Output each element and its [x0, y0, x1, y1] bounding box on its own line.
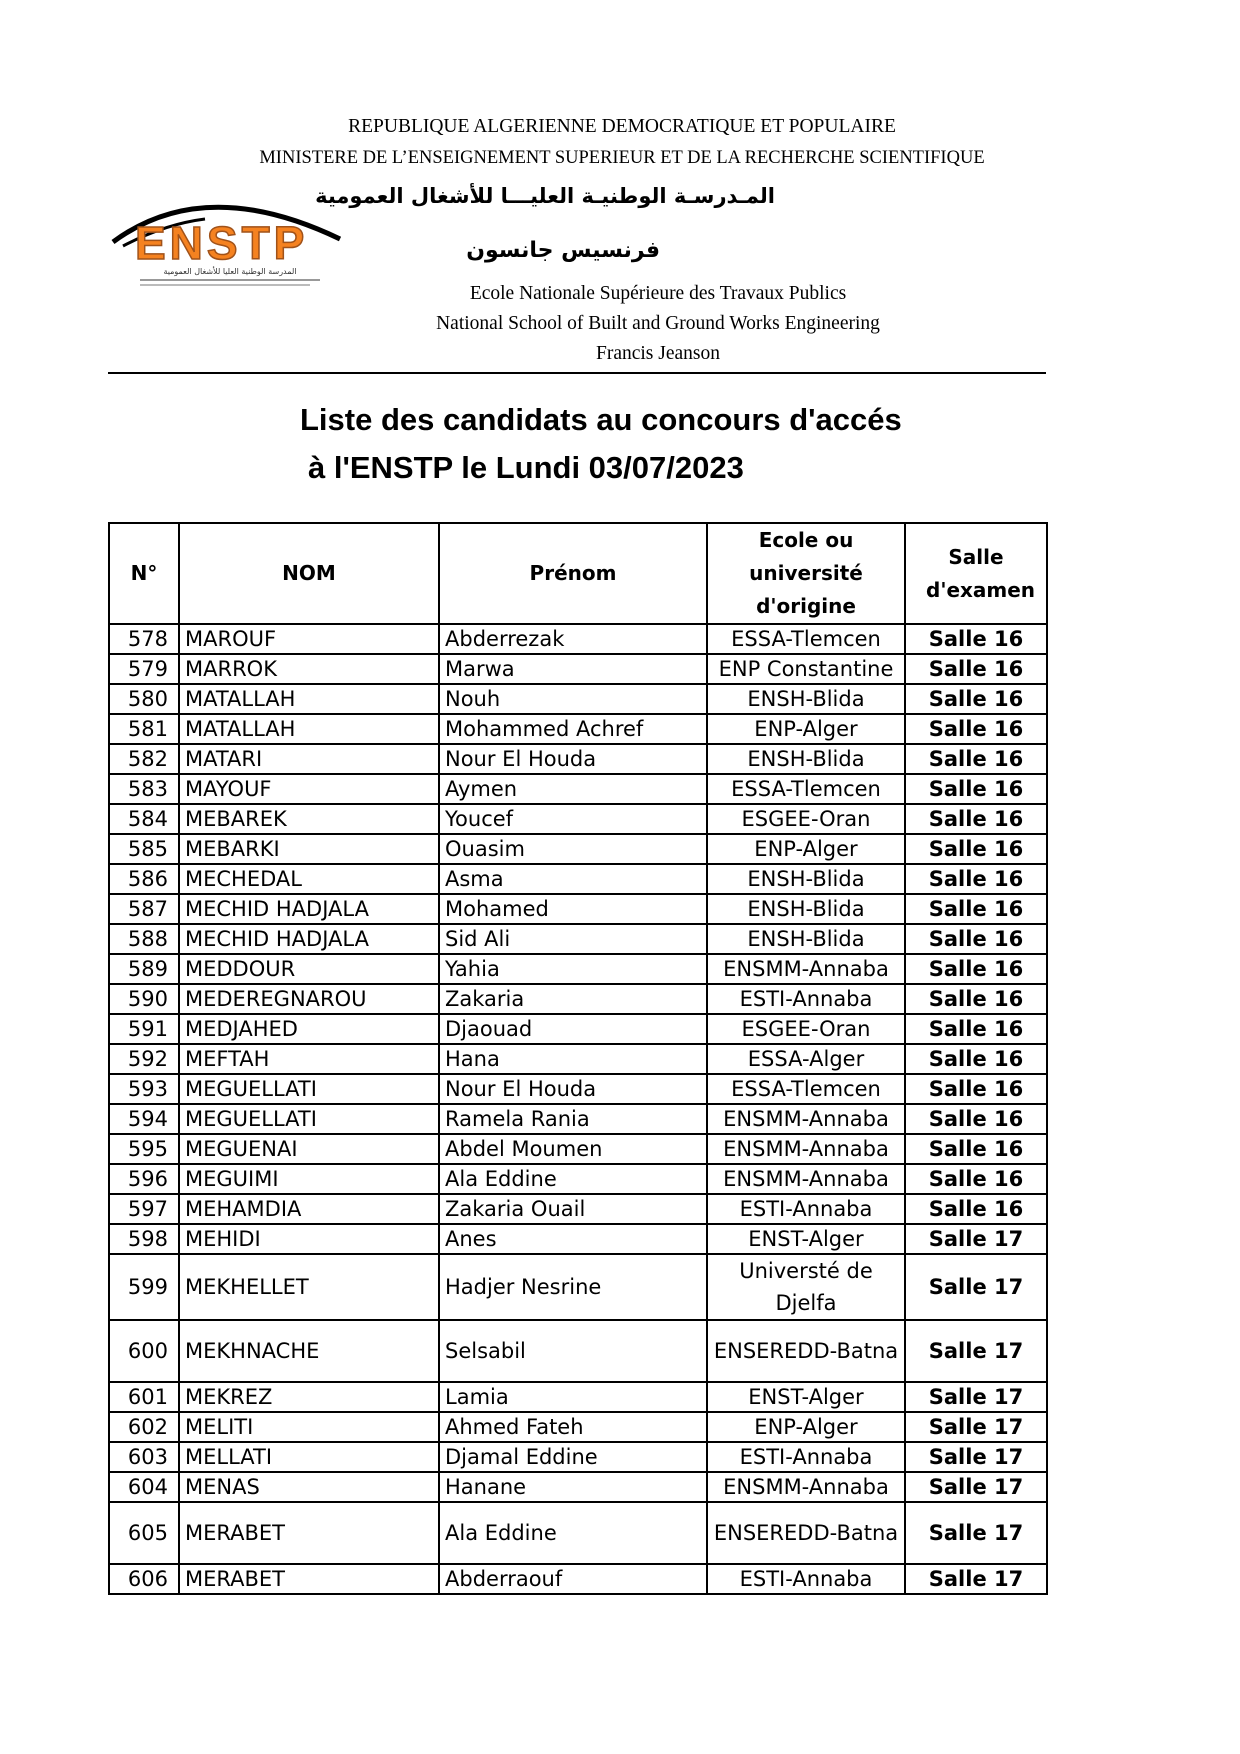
cell-num: 599	[109, 1254, 179, 1320]
cell-prenom: Ahmed Fateh	[439, 1412, 707, 1442]
cell-nom: MECHID HADJALA	[179, 924, 439, 954]
cell-ecole: ENSMM-Annaba	[707, 1472, 905, 1502]
cell-num: 591	[109, 1014, 179, 1044]
candidates-table	[108, 522, 1048, 1595]
cell-num: 598	[109, 1224, 179, 1254]
cell-prenom: Djaouad	[439, 1014, 707, 1044]
table-row	[109, 714, 1047, 744]
cell-nom: MEFTAH	[179, 1044, 439, 1074]
cell-nom: MECHID HADJALA	[179, 894, 439, 924]
cell-ecole: ENSMM-Annaba	[707, 1134, 905, 1164]
cell-prenom: Zakaria Ouail	[439, 1194, 707, 1224]
cell-salle: Salle 17	[905, 1382, 1047, 1412]
cell-num: 586	[109, 864, 179, 894]
document-title-line1: Liste des candidats au concours d'accés	[300, 402, 902, 437]
table-row	[109, 1074, 1047, 1104]
cell-salle: Salle 16	[905, 1194, 1047, 1224]
table-row	[109, 1224, 1047, 1254]
cell-nom: MEKREZ	[179, 1382, 439, 1412]
table-row	[109, 774, 1047, 804]
cell-salle: Salle 17	[905, 1502, 1047, 1564]
table-row	[109, 1382, 1047, 1412]
enstp-logo	[105, 184, 355, 294]
cell-nom: MAROUF	[179, 624, 439, 654]
table-row	[109, 1044, 1047, 1074]
cell-salle: Salle 16	[905, 1164, 1047, 1194]
table-row	[109, 1134, 1047, 1164]
cell-num: 605	[109, 1502, 179, 1564]
cell-salle: Salle 17	[905, 1320, 1047, 1382]
cell-salle: Salle 16	[905, 954, 1047, 984]
enstp-logo-graphic	[105, 184, 355, 294]
cell-nom: MEDEREGNAROU	[179, 984, 439, 1014]
cell-ecole: ENSEREDD-Batna	[707, 1320, 905, 1382]
cell-salle: Salle 16	[905, 624, 1047, 654]
cell-num: 603	[109, 1442, 179, 1472]
header-salle: Salle d'examen	[905, 523, 1047, 624]
cell-nom: MEKHELLET	[179, 1254, 439, 1320]
cell-nom: MEHIDI	[179, 1224, 439, 1254]
cell-ecole: ENP-Alger	[707, 1412, 905, 1442]
cell-num: 579	[109, 654, 179, 684]
cell-prenom: Selsabil	[439, 1320, 707, 1382]
cell-nom: MEKHNACHE	[179, 1320, 439, 1382]
cell-ecole: ENSH-Blida	[707, 744, 905, 774]
cell-ecole: ENP-Alger	[707, 834, 905, 864]
cell-prenom: Nour El Houda	[439, 744, 707, 774]
header-nom: NOM	[179, 523, 439, 624]
cell-num: 585	[109, 834, 179, 864]
cell-num: 592	[109, 1044, 179, 1074]
ministry-heading: MINISTERE DE L’ENSEIGNEMENT SUPERIEUR ET DE LA RECHERCHE SCIENTIFIQUE	[259, 148, 985, 168]
cell-ecole: ESTI-Annaba	[707, 1564, 905, 1594]
table-row	[109, 1254, 1047, 1320]
cell-salle: Salle 16	[905, 1104, 1047, 1134]
table-row	[109, 804, 1047, 834]
table-row	[109, 1164, 1047, 1194]
cell-prenom: Nouh	[439, 684, 707, 714]
logo-arabic-caption: المدرسة الوطنية العليا للأشغال العمومية	[163, 267, 297, 276]
cell-salle: Salle 16	[905, 1044, 1047, 1074]
cell-ecole: ENSH-Blida	[707, 894, 905, 924]
cell-ecole: ESSA-Tlemcen	[707, 774, 905, 804]
table-header-row	[109, 523, 1047, 624]
cell-salle: Salle 16	[905, 804, 1047, 834]
cell-prenom: Abderrezak	[439, 624, 707, 654]
cell-ecole: ENSMM-Annaba	[707, 954, 905, 984]
cell-num: 596	[109, 1164, 179, 1194]
cell-prenom: Djamal Eddine	[439, 1442, 707, 1472]
cell-num: 595	[109, 1134, 179, 1164]
cell-ecole: ENSMM-Annaba	[707, 1164, 905, 1194]
cell-num: 601	[109, 1382, 179, 1412]
table-row	[109, 1564, 1047, 1594]
cell-num: 581	[109, 714, 179, 744]
cell-nom: MEDDOUR	[179, 954, 439, 984]
cell-num: 578	[109, 624, 179, 654]
table-row	[109, 1472, 1047, 1502]
cell-ecole: ENST-Alger	[707, 1224, 905, 1254]
cell-ecole: ENSH-Blida	[707, 864, 905, 894]
cell-nom: MECHEDAL	[179, 864, 439, 894]
cell-ecole: ESTI-Annaba	[707, 1442, 905, 1472]
cell-num: 590	[109, 984, 179, 1014]
table-row	[109, 924, 1047, 954]
header-ecole: Ecole ou université d'origine	[707, 523, 905, 624]
cell-nom: MATARI	[179, 744, 439, 774]
cell-prenom: Marwa	[439, 654, 707, 684]
cell-salle: Salle 17	[905, 1224, 1047, 1254]
logo-wordmark: ENSTP	[135, 217, 309, 269]
cell-nom: MEBAREK	[179, 804, 439, 834]
cell-prenom: Anes	[439, 1224, 707, 1254]
cell-ecole: ENP-Alger	[707, 714, 905, 744]
cell-prenom: Abdel Moumen	[439, 1134, 707, 1164]
cell-salle: Salle 16	[905, 1134, 1047, 1164]
table-row	[109, 894, 1047, 924]
cell-prenom: Ala Eddine	[439, 1164, 707, 1194]
cell-ecole: ESSA-Alger	[707, 1044, 905, 1074]
cell-salle: Salle 16	[905, 684, 1047, 714]
school-name-french: Ecole Nationale Supérieure des Travaux Publics	[469, 283, 847, 304]
cell-ecole: ENSH-Blida	[707, 924, 905, 954]
arabic-school-name: المـدرسـة الوطنيـة العليـــا للأشغال العمومية	[315, 184, 775, 208]
cell-salle: Salle 17	[905, 1472, 1047, 1502]
table-row	[109, 984, 1047, 1014]
school-dedication: Francis Jeanson	[595, 343, 721, 364]
cell-num: 583	[109, 774, 179, 804]
cell-nom: MEGUELLATI	[179, 1104, 439, 1134]
table-row	[109, 1412, 1047, 1442]
cell-salle: Salle 16	[905, 894, 1047, 924]
cell-num: 580	[109, 684, 179, 714]
cell-salle: Salle 16	[905, 864, 1047, 894]
table-row	[109, 744, 1047, 774]
cell-prenom: Asma	[439, 864, 707, 894]
cell-ecole: ESTI-Annaba	[707, 1194, 905, 1224]
cell-ecole: ESGEE-Oran	[707, 804, 905, 834]
cell-num: 587	[109, 894, 179, 924]
cell-prenom: Hana	[439, 1044, 707, 1074]
cell-nom: MEGUIMI	[179, 1164, 439, 1194]
cell-num: 606	[109, 1564, 179, 1594]
cell-nom: MEGUELLATI	[179, 1074, 439, 1104]
cell-nom: MERABET	[179, 1502, 439, 1564]
cell-num: 600	[109, 1320, 179, 1382]
table-row	[109, 1442, 1047, 1472]
cell-ecole: ESSA-Tlemcen	[707, 1074, 905, 1104]
cell-salle: Salle 17	[905, 1442, 1047, 1472]
school-name-english: National School of Built and Ground Works Engineering	[436, 313, 880, 334]
cell-prenom: Mohamed	[439, 894, 707, 924]
table-row	[109, 684, 1047, 714]
cell-nom: MELLATI	[179, 1442, 439, 1472]
arabic-dedication-name: فرنسيس جانسون	[466, 238, 660, 263]
cell-prenom: Hadjer Nesrine	[439, 1254, 707, 1320]
cell-salle: Salle 17	[905, 1564, 1047, 1594]
cell-prenom: Youcef	[439, 804, 707, 834]
cell-nom: MATALLAH	[179, 714, 439, 744]
cell-salle: Salle 17	[905, 1254, 1047, 1320]
table-row	[109, 1104, 1047, 1134]
table-row	[109, 1194, 1047, 1224]
cell-ecole: ENST-Alger	[707, 1382, 905, 1412]
cell-num: 597	[109, 1194, 179, 1224]
cell-nom: MEHAMDIA	[179, 1194, 439, 1224]
cell-salle: Salle 16	[905, 924, 1047, 954]
cell-num: 594	[109, 1104, 179, 1134]
cell-prenom: Aymen	[439, 774, 707, 804]
cell-salle: Salle 16	[905, 654, 1047, 684]
cell-num: 582	[109, 744, 179, 774]
cell-nom: MEGUENAI	[179, 1134, 439, 1164]
cell-prenom: Ouasim	[439, 834, 707, 864]
cell-num: 604	[109, 1472, 179, 1502]
cell-num: 593	[109, 1074, 179, 1104]
cell-nom: MATALLAH	[179, 684, 439, 714]
cell-salle: Salle 16	[905, 984, 1047, 1014]
cell-prenom: Sid Ali	[439, 924, 707, 954]
cell-salle: Salle 16	[905, 714, 1047, 744]
cell-num: 584	[109, 804, 179, 834]
table-row	[109, 1014, 1047, 1044]
cell-nom: MAYOUF	[179, 774, 439, 804]
cell-prenom: Hanane	[439, 1472, 707, 1502]
cell-nom: MELITI	[179, 1412, 439, 1442]
table-row	[109, 834, 1047, 864]
table-row	[109, 654, 1047, 684]
cell-num: 602	[109, 1412, 179, 1442]
cell-prenom: Ramela Rania	[439, 1104, 707, 1134]
cell-salle: Salle 16	[905, 1014, 1047, 1044]
cell-salle: Salle 16	[905, 1074, 1047, 1104]
cell-nom: MENAS	[179, 1472, 439, 1502]
cell-ecole: ENSEREDD-Batna	[707, 1502, 905, 1564]
document-title-line2: à l'ENSTP le Lundi 03/07/2023	[308, 450, 744, 485]
table-row	[109, 864, 1047, 894]
table-row	[109, 624, 1047, 654]
cell-prenom: Zakaria	[439, 984, 707, 1014]
cell-nom: MARROK	[179, 654, 439, 684]
cell-salle: Salle 16	[905, 774, 1047, 804]
republic-heading: REPUBLIQUE ALGERIENNE DEMOCRATIQUE ET POPULAIRE	[348, 116, 896, 137]
cell-ecole: ESGEE-Oran	[707, 1014, 905, 1044]
cell-nom: MEBARKI	[179, 834, 439, 864]
table-row	[109, 954, 1047, 984]
cell-ecole: ENSH-Blida	[707, 684, 905, 714]
header-prenom: Prénom	[439, 523, 707, 624]
cell-nom: MEDJAHED	[179, 1014, 439, 1044]
cell-prenom: Abderraouf	[439, 1564, 707, 1594]
cell-num: 589	[109, 954, 179, 984]
cell-ecole: ESTI-Annaba	[707, 984, 905, 1014]
cell-ecole: ENP Constantine	[707, 654, 905, 684]
cell-prenom: Mohammed Achref	[439, 714, 707, 744]
table-row	[109, 1502, 1047, 1564]
cell-salle: Salle 17	[905, 1412, 1047, 1442]
cell-prenom: Lamia	[439, 1382, 707, 1412]
header-divider	[108, 372, 1046, 374]
cell-prenom: Ala Eddine	[439, 1502, 707, 1564]
cell-prenom: Nour El Houda	[439, 1074, 707, 1104]
cell-salle: Salle 16	[905, 744, 1047, 774]
cell-salle: Salle 16	[905, 834, 1047, 864]
cell-ecole: ENSMM-Annaba	[707, 1104, 905, 1134]
header-num: N°	[109, 523, 179, 624]
cell-ecole: ESSA-Tlemcen	[707, 624, 905, 654]
cell-nom: MERABET	[179, 1564, 439, 1594]
cell-num: 588	[109, 924, 179, 954]
table-row	[109, 1320, 1047, 1382]
cell-prenom: Yahia	[439, 954, 707, 984]
cell-ecole: Universté de Djelfa	[707, 1254, 905, 1320]
